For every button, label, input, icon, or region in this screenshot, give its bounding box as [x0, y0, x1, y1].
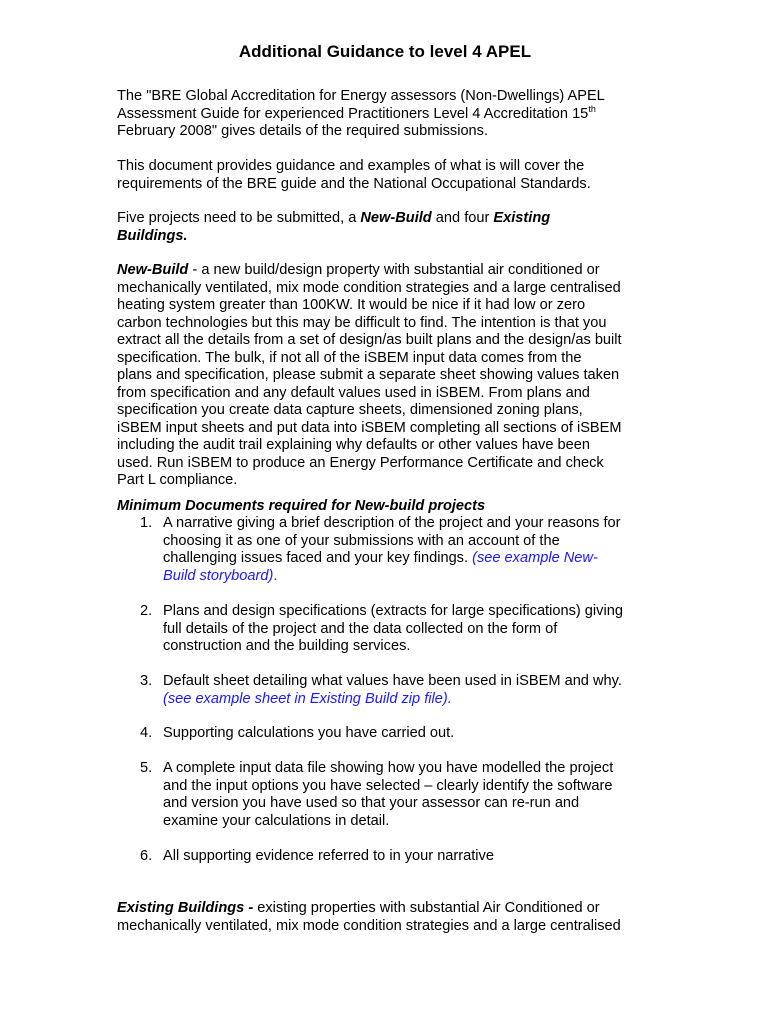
text-line	[163, 848, 494, 866]
text-run: examine your calculations in detail.	[163, 812, 390, 829]
text-line	[163, 533, 621, 551]
text-line: from specification and any default values used in iSBEM. From plans and	[117, 384, 590, 401]
text-line	[117, 103, 605, 124]
text-line	[163, 778, 613, 796]
text-run: and the input options you have selected – clearly identify the software	[163, 777, 613, 794]
text-run: Assessment Guide for experienced Practitioners Level 4 Accreditation 15	[117, 105, 589, 122]
term: New-Build	[117, 262, 189, 278]
list-number: 5.	[140, 760, 153, 776]
list-number: 2.	[140, 603, 153, 619]
text-line: heating system greater than 100KW. It would be nice if it had low or zero	[117, 297, 586, 313]
text-run: full details of the project and the data collected on the form of	[163, 620, 558, 637]
text-line	[163, 760, 613, 778]
text-run: choosing it as one of your submissions with an account of the	[163, 532, 560, 549]
text-line	[163, 621, 623, 639]
text-line: February 2008" gives details of the required submissions.	[117, 123, 489, 139]
text-line	[163, 725, 454, 743]
newbuild-paragraph	[117, 262, 622, 490]
text-line	[163, 515, 621, 533]
emphasis: Buildings.	[117, 227, 188, 244]
text-run: challenging issues faced and your key findings.	[163, 550, 473, 566]
page-title: Additional Guidance to level 4 APEL	[238, 42, 532, 61]
text-line	[163, 638, 623, 656]
list-number: 3.	[140, 673, 153, 689]
purpose-paragraph	[117, 158, 591, 193]
text-line	[163, 673, 622, 691]
text-run: A narrative giving a brief description of the project and your reasons for	[163, 515, 621, 531]
example-link[interactable]: (see example sheet in Existing Build zip file).	[163, 690, 452, 707]
text-line: Part L compliance.	[117, 472, 238, 488]
example-link[interactable]: (see example New-	[472, 550, 598, 566]
text-run: Default sheet detailing what values have been used in iSBEM and why.	[163, 673, 622, 689]
projects-paragraph	[117, 210, 550, 245]
min-docs-heading	[117, 498, 485, 516]
text-line: plans and specification, please submit a separate sheet showing values taken	[117, 367, 620, 383]
text-run: Five projects need to be submitted, a	[117, 210, 361, 226]
existing-paragraph	[117, 900, 621, 935]
text-line: carbon technologies but this may be difficult to find. The intention is that you	[117, 314, 607, 331]
list-number: 1.	[140, 515, 153, 531]
emphasis: Existing	[493, 210, 551, 226]
text-run: construction and the building services.	[163, 638, 411, 654]
text-line	[163, 603, 623, 621]
text-run: - a new build/design property with substantial air conditioned or	[188, 262, 600, 278]
text-run: existing properties with substantial Air Conditioned or	[253, 900, 600, 916]
example-link[interactable]: Build storyboard)	[163, 567, 274, 584]
text-run: All supporting evidence referred to in your narrative	[163, 848, 494, 864]
emphasis: New-Build	[360, 210, 432, 226]
text-run: and four	[431, 210, 494, 226]
text-line	[117, 210, 550, 228]
superscript: th	[588, 103, 596, 114]
intro-paragraph	[117, 88, 605, 141]
list-number: 4.	[140, 725, 153, 741]
text-line	[163, 795, 613, 813]
text-run: .	[273, 567, 278, 584]
term: Existing Buildings -	[117, 900, 254, 916]
text-line	[117, 262, 622, 280]
text-line: specification. The bulk, if not all of the iSBEM input data comes from the	[117, 349, 582, 366]
text-run: A complete input data file showing how you have modelled the project	[163, 760, 614, 776]
text-run: Plans and design specifications (extracts for large specifications) giving	[163, 603, 623, 619]
text-line: mechanically ventilated, mix mode condition strategies and a large centralised	[117, 279, 621, 296]
text-line: specification you create data capture sheets, dimensioned zoning plans,	[117, 402, 583, 418]
text-line	[117, 900, 621, 918]
text-line: used. Run iSBEM to produce an Energy Performance Certificate and check	[117, 454, 604, 471]
list-number: 6.	[140, 848, 153, 864]
text-line: This document provides guidance and examples of what is will cover the	[117, 158, 585, 174]
section-heading: Minimum Documents required for New-build projects	[117, 498, 486, 514]
text-line: iSBEM input sheets and put data into iSBEM completing all sections of iSBEM	[117, 419, 622, 436]
text-line: The "BRE Global Accreditation for Energy assessors (Non-Dwellings) APEL	[117, 88, 605, 104]
text-line	[163, 568, 621, 586]
text-line: requirements of the BRE guide and the National Occupational Standards.	[117, 175, 591, 192]
text-run: and version you have used so that your assessor can re-run and	[163, 795, 580, 811]
text-line: including the audit trail explaining why defaults or other values have been	[117, 437, 590, 453]
text-line	[163, 813, 613, 831]
text-line: extract all the details from a set of design/as built plans and the design/as built	[117, 332, 622, 348]
text-line	[163, 550, 621, 568]
text-run: Supporting calculations you have carried out.	[163, 725, 455, 741]
text-line: mechanically ventilated, mix mode condition strategies and a large centralised	[117, 917, 621, 934]
